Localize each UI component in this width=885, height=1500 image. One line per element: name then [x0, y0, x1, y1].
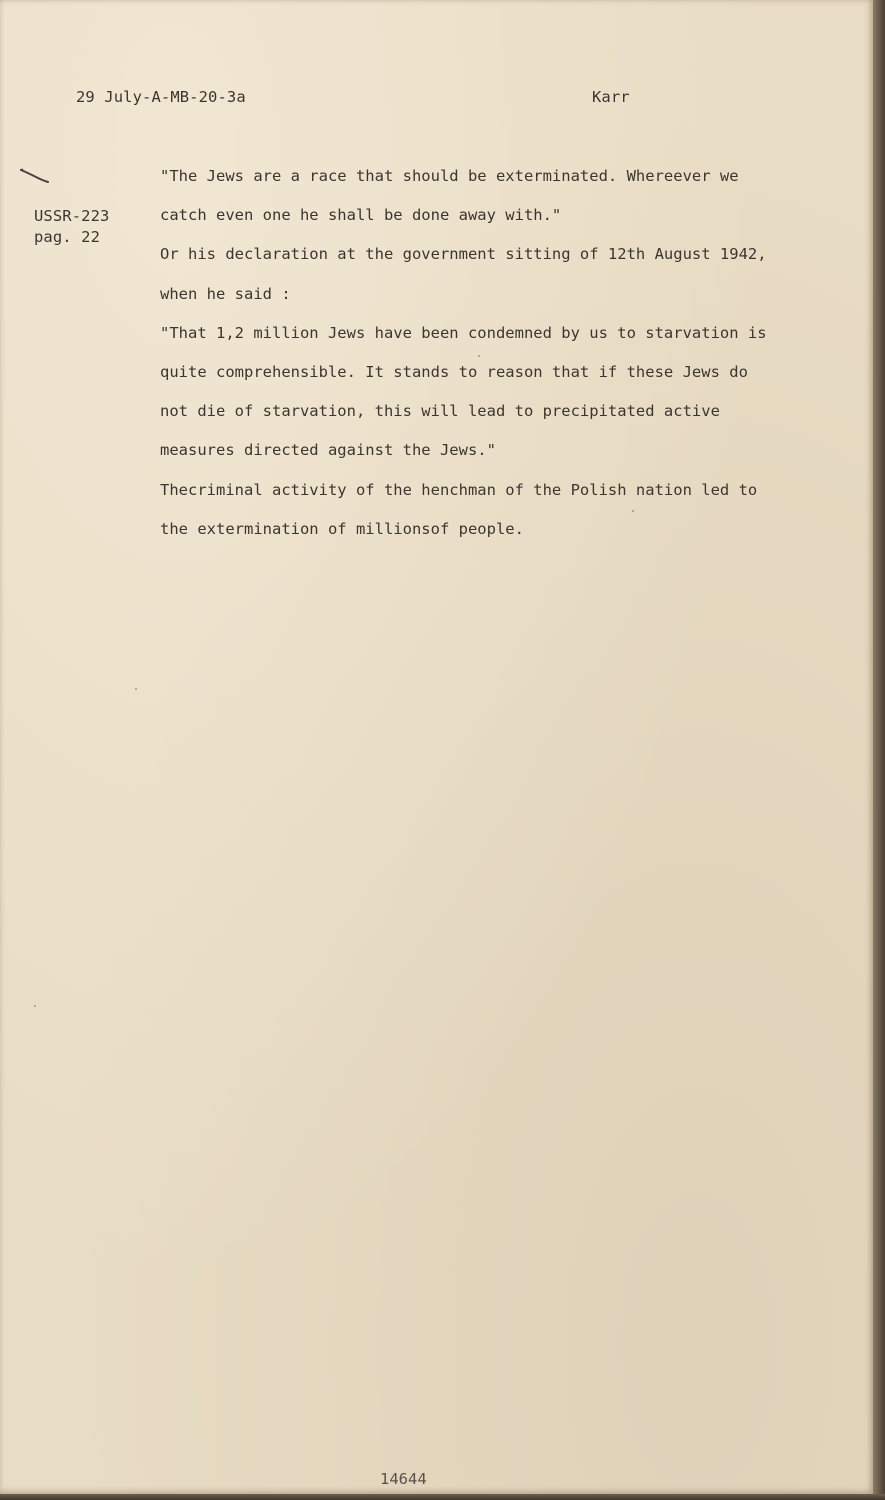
paper-speck — [34, 1005, 36, 1007]
paper-speck — [135, 688, 137, 690]
transcript-line: "The Jews are a race that should be exterminated. Whereever we — [160, 167, 739, 185]
document-reference: 29 July-A-MB-20-3a — [76, 88, 246, 106]
transcript-line: the extermination of millionsof people. — [160, 519, 524, 538]
transcript-line: measures directed against the Jews." — [160, 441, 496, 460]
transcript-line: "That 1,2 million Jews have been condemned by us to starvation is — [160, 323, 767, 342]
transcript-line: not die of starvation, this will lead to precipitated active — [160, 402, 720, 421]
transcript-line: quite comprehensible. It stands to reason that if these Jews do — [160, 362, 748, 381]
pencil-check-mark-icon — [20, 166, 50, 186]
margin-page-reference: pag. 22 — [34, 228, 101, 246]
page-edge-shadow — [873, 0, 885, 1500]
page-edge-shadow — [0, 1494, 885, 1500]
transcript-line: when he said : — [160, 284, 291, 303]
paper-speck — [632, 510, 634, 512]
page-number: 14644 — [380, 1470, 427, 1488]
transcript-body — [160, 164, 820, 556]
transcript-line: Or his declaration at the government sitting of 12th August 1942, — [160, 245, 767, 264]
transcript-line: Thecriminal activity of the henchman of the Polish nation led to — [160, 480, 758, 499]
paper-speck — [478, 355, 480, 357]
margin-document-reference: USSR-223 — [34, 207, 110, 225]
speaker-name: Karr — [592, 88, 630, 106]
transcript-line: catch even one he shall be done away with." — [160, 206, 562, 225]
